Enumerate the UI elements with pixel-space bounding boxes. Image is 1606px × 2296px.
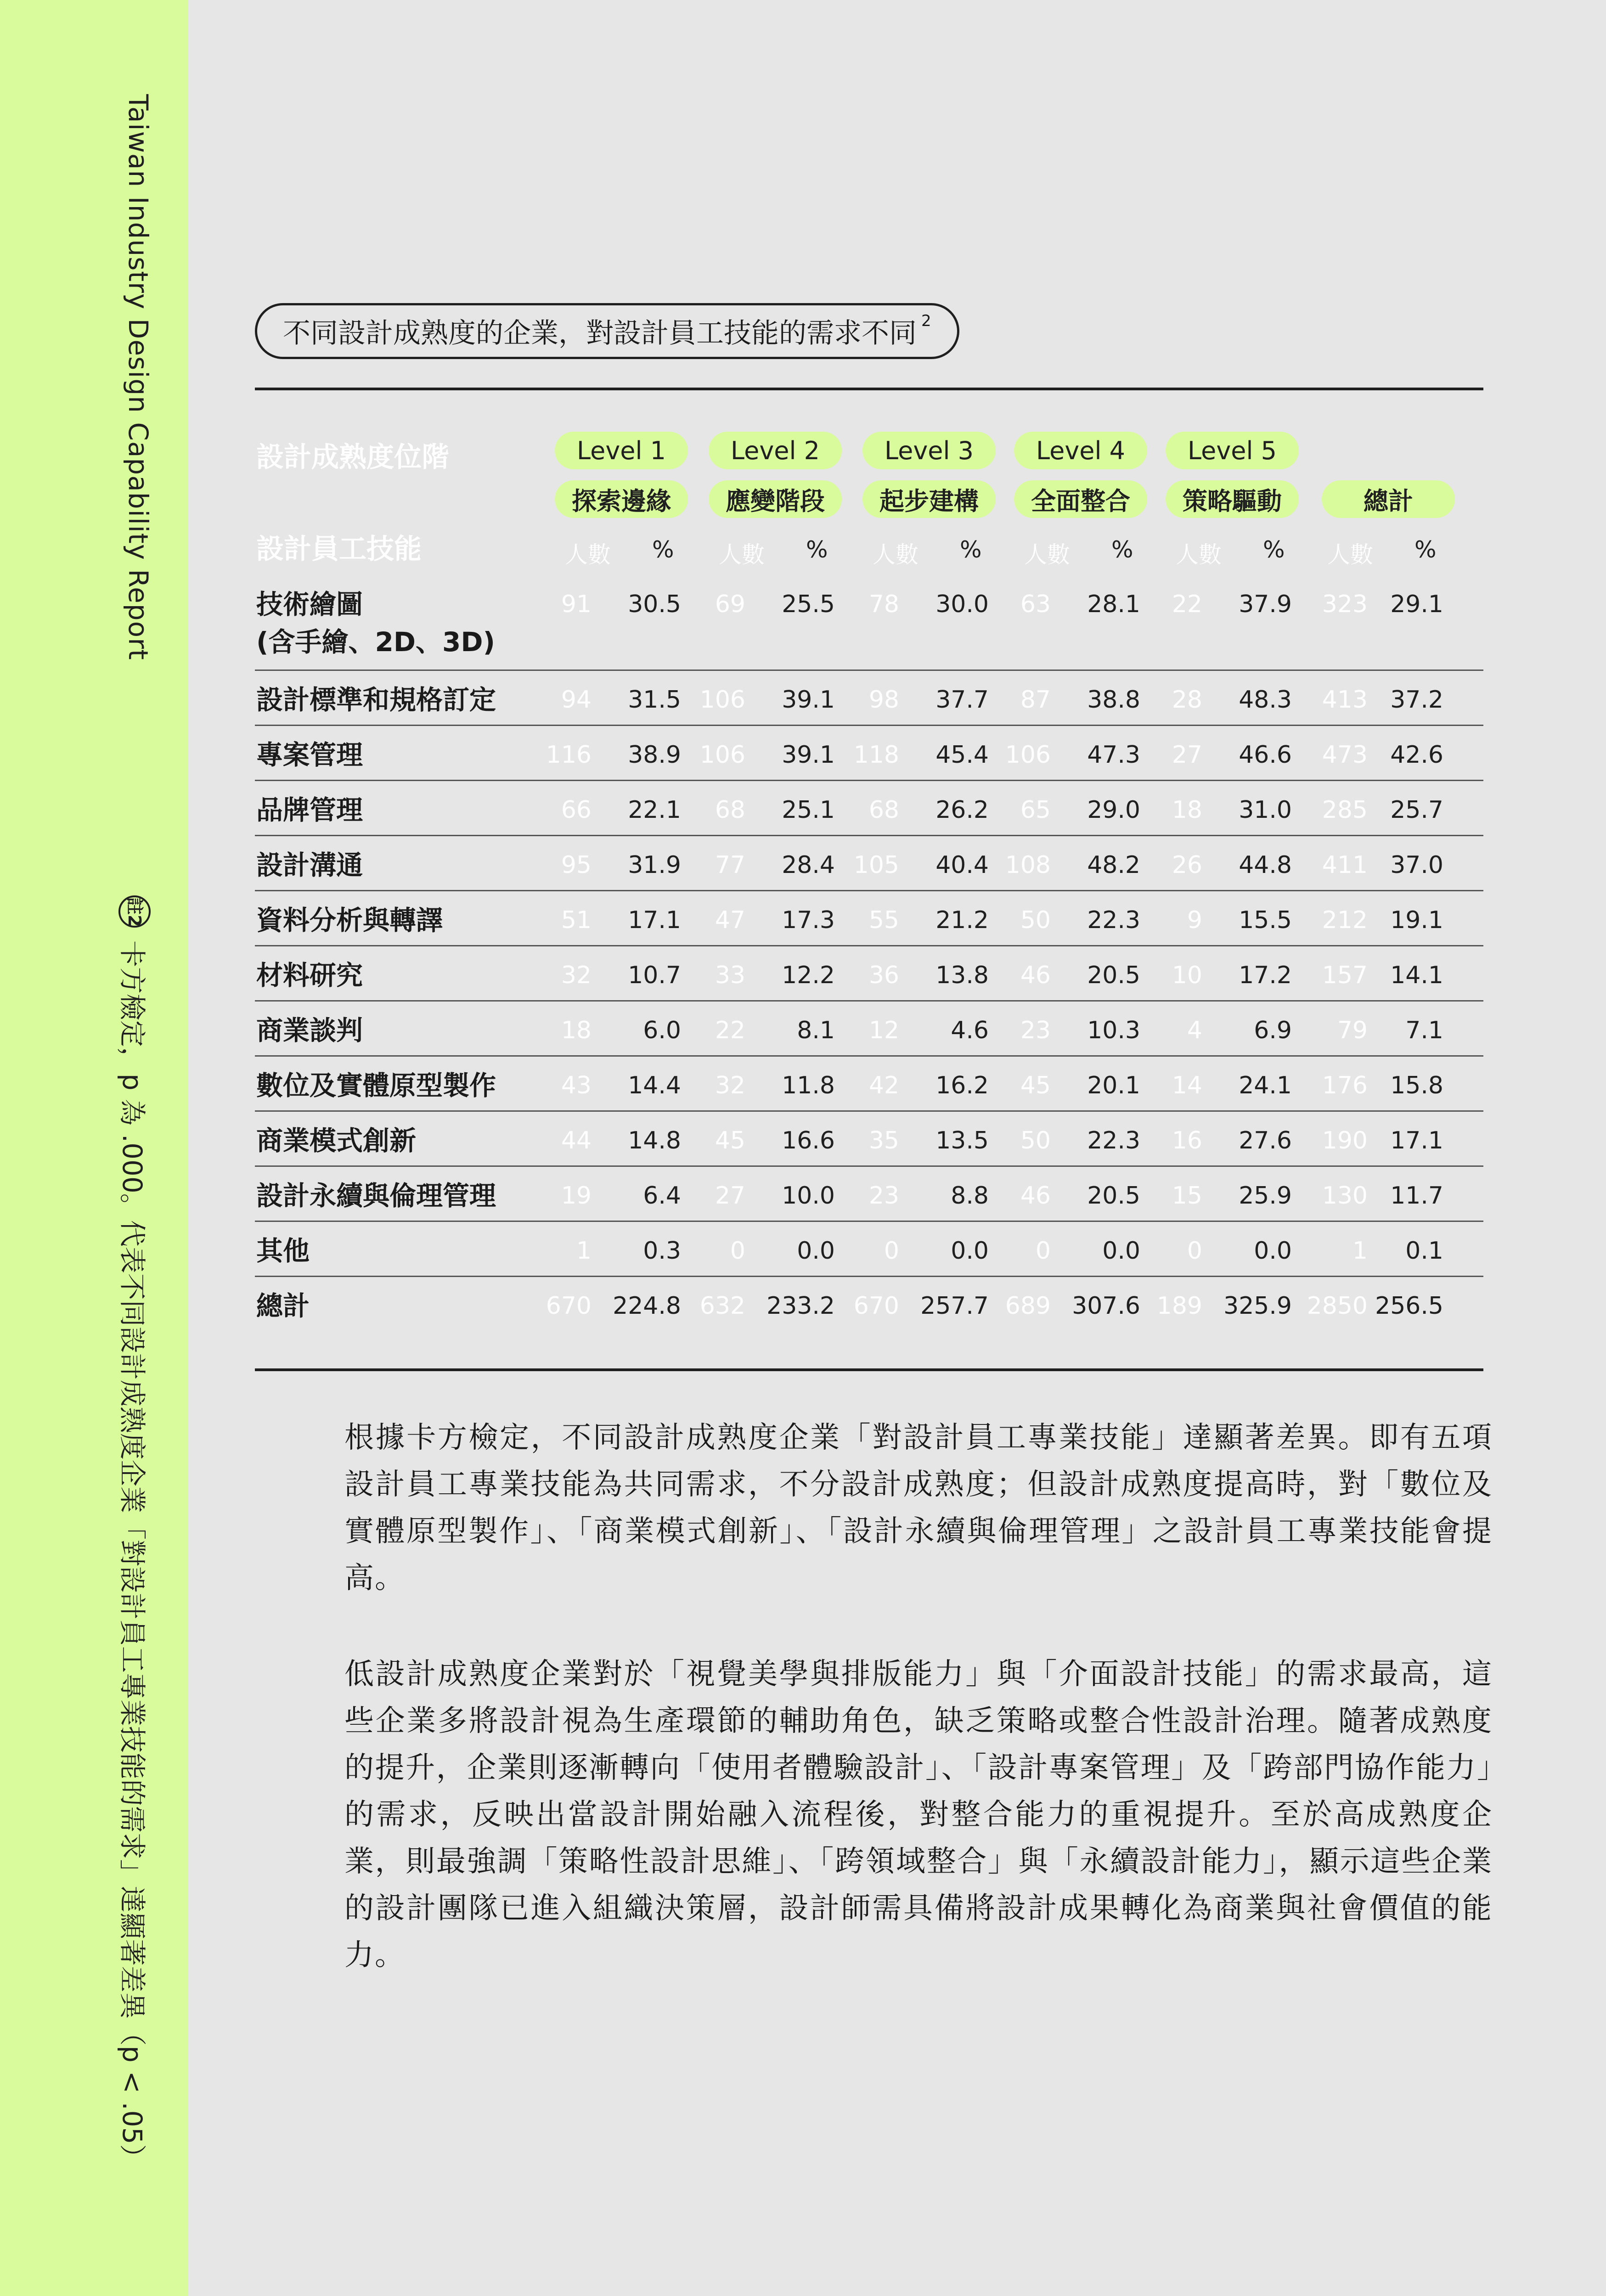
- pct-cell: 28.4: [782, 851, 835, 879]
- count-cell: 413: [1322, 686, 1368, 714]
- pct-cell: 28.1: [1087, 591, 1140, 618]
- row-divider: [255, 1110, 1483, 1112]
- row-label: [256, 1067, 496, 1104]
- count-cell: 78: [868, 591, 899, 618]
- count-col-header: 人數: [565, 541, 611, 568]
- pct-cell: 47.3: [1087, 741, 1140, 769]
- row-label: [256, 1287, 310, 1325]
- stage-pill-1: 探索邊緣: [555, 480, 688, 518]
- pct-cell: 27.6: [1239, 1127, 1292, 1154]
- stage-pill-4: 全面整合: [1014, 480, 1147, 518]
- pct-cell: 6.9: [1254, 1017, 1292, 1044]
- pct-cell: 39.1: [782, 741, 835, 769]
- count-cell: 0: [884, 1237, 899, 1265]
- count-cell: 45: [715, 1127, 745, 1154]
- pct-cell: 0.0: [1254, 1237, 1292, 1265]
- count-col-header: 人數: [1327, 541, 1373, 568]
- pct-cell: 6.0: [643, 1017, 681, 1044]
- pct-cell: 14.4: [628, 1072, 681, 1099]
- row-divider: [255, 780, 1483, 781]
- pct-cell: 17.1: [628, 906, 681, 934]
- pct-cell: 26.2: [935, 796, 989, 824]
- stage-pill-2: 應變階段: [709, 480, 842, 518]
- pct-col-header: %: [806, 536, 828, 563]
- pct-cell: 11.8: [782, 1072, 835, 1099]
- pct-cell: 48.2: [1087, 851, 1140, 879]
- pct-col-header: %: [1263, 536, 1285, 563]
- count-cell: 87: [1020, 686, 1051, 714]
- pct-cell: 257.7: [920, 1292, 989, 1320]
- pct-cell: 44.8: [1239, 851, 1292, 879]
- count-cell: 0: [730, 1237, 745, 1265]
- row-label-text: 技術繪圖: [256, 589, 363, 620]
- count-cell: 157: [1322, 962, 1368, 989]
- row-label: [256, 791, 363, 829]
- count-cell: 105: [853, 851, 899, 879]
- stage-pill-5: 策略驅動: [1166, 480, 1299, 518]
- pct-cell: 7.1: [1405, 1017, 1443, 1044]
- count-cell: 79: [1337, 1017, 1368, 1044]
- count-cell: 98: [868, 686, 899, 714]
- pct-cell: 30.5: [628, 591, 681, 618]
- count-cell: 27: [715, 1182, 745, 1210]
- count-cell: 106: [1005, 741, 1051, 769]
- pct-cell: 22.3: [1087, 906, 1140, 934]
- count-cell: 670: [546, 1292, 592, 1320]
- pct-cell: 13.5: [935, 1127, 989, 1154]
- table-title-footnote-ref: 2: [921, 312, 931, 330]
- count-cell: 14: [1172, 1072, 1202, 1099]
- row-label-text: 商業模式創新: [256, 1125, 417, 1156]
- count-cell: 95: [561, 851, 592, 879]
- row-divider: [255, 890, 1483, 891]
- pct-cell: 29.0: [1087, 796, 1140, 824]
- count-cell: 190: [1322, 1127, 1368, 1154]
- count-cell: 19: [561, 1182, 592, 1210]
- row-label: [256, 1012, 363, 1049]
- pct-cell: 19.1: [1390, 906, 1443, 934]
- count-col-header: 人數: [719, 541, 765, 568]
- row-label-text: 商業談判: [256, 1015, 363, 1046]
- pct-cell: 8.8: [951, 1182, 989, 1210]
- row-label-text: 設計永續與倫理管理: [256, 1180, 496, 1211]
- pct-col-header: %: [1111, 536, 1133, 563]
- pct-cell: 25.7: [1390, 796, 1443, 824]
- count-cell: 77: [715, 851, 745, 879]
- count-cell: 32: [715, 1072, 745, 1099]
- row-label: [256, 585, 495, 661]
- row-label: [256, 736, 363, 774]
- level-pill-2: Level 2: [709, 432, 842, 469]
- count-cell: 108: [1005, 851, 1051, 879]
- count-cell: 632: [699, 1292, 745, 1320]
- count-cell: 12: [868, 1017, 899, 1044]
- count-cell: 27: [1172, 741, 1202, 769]
- row-divider: [255, 670, 1483, 671]
- pct-cell: 0.0: [797, 1237, 835, 1265]
- pct-cell: 0.3: [643, 1237, 681, 1265]
- pct-cell: 307.6: [1072, 1292, 1140, 1320]
- sidebar: [0, 0, 188, 2296]
- row-divider: [255, 1000, 1483, 1002]
- row-divider: [255, 835, 1483, 836]
- count-cell: 4: [1187, 1017, 1202, 1044]
- count-cell: 26: [1172, 851, 1202, 879]
- pct-cell: 16.6: [782, 1127, 835, 1154]
- note-badge: 註2: [118, 895, 151, 928]
- count-cell: 106: [699, 741, 745, 769]
- pct-cell: 24.1: [1239, 1072, 1292, 1099]
- pct-cell: 31.0: [1239, 796, 1292, 824]
- pct-col-header: %: [652, 536, 674, 563]
- pct-cell: 233.2: [766, 1292, 835, 1320]
- count-cell: 116: [546, 741, 592, 769]
- count-cell: 18: [561, 1017, 592, 1044]
- pct-cell: 39.1: [782, 686, 835, 714]
- count-cell: 44: [561, 1127, 592, 1154]
- pct-cell: 30.0: [935, 591, 989, 618]
- count-cell: 68: [715, 796, 745, 824]
- pct-cell: 8.1: [797, 1017, 835, 1044]
- pct-cell: 13.8: [935, 962, 989, 989]
- footnote: [115, 895, 154, 2171]
- table-top-rule: [255, 388, 1483, 390]
- count-cell: 1: [1352, 1237, 1368, 1265]
- pct-cell: 15.5: [1239, 906, 1292, 934]
- row-divider: [255, 945, 1483, 946]
- pct-cell: 22.1: [628, 796, 681, 824]
- count-cell: 689: [1005, 1292, 1051, 1320]
- count-cell: 16: [1172, 1127, 1202, 1154]
- pct-cell: 20.5: [1087, 962, 1140, 989]
- pct-cell: 17.2: [1239, 962, 1292, 989]
- pct-cell: 4.6: [951, 1017, 989, 1044]
- pct-cell: 11.7: [1390, 1182, 1443, 1210]
- count-cell: 106: [699, 686, 745, 714]
- count-cell: 15: [1172, 1182, 1202, 1210]
- row-label-text: 總計: [256, 1290, 310, 1322]
- pct-cell: 14.1: [1390, 962, 1443, 989]
- row-label-text: 設計標準和規格訂定: [256, 684, 496, 715]
- count-cell: 670: [853, 1292, 899, 1320]
- pct-cell: 31.9: [628, 851, 681, 879]
- pct-cell: 22.3: [1087, 1127, 1140, 1154]
- count-cell: 36: [868, 962, 899, 989]
- count-cell: 35: [868, 1127, 899, 1154]
- pct-cell: 0.0: [1102, 1237, 1140, 1265]
- count-col-header: 人數: [1024, 541, 1070, 568]
- row-label-subtext: (含手繪、2D、3D): [256, 626, 496, 658]
- count-cell: 46: [1020, 1182, 1051, 1210]
- count-cell: 176: [1322, 1072, 1368, 1099]
- pct-cell: 12.2: [782, 962, 835, 989]
- pct-cell: 25.1: [782, 796, 835, 824]
- count-cell: 22: [715, 1017, 745, 1044]
- paragraph-1: 根據卡方檢定，不同設計成熟度企業「對設計員工專業技能」達顯著差異。即有五項設計員工專業技能為共同需求，不分設計成熟度；但設計成熟度提高時，對「數位及實體原型製作」、「商業模式創新」、「設計永續與倫理管理」之設計員工專業技能會提高。: [344, 1421, 1493, 1595]
- count-cell: 22: [1172, 591, 1202, 618]
- count-col-header: 人數: [873, 541, 919, 568]
- total-pill: 總計: [1322, 480, 1455, 518]
- row-label: [256, 1232, 310, 1270]
- row-divider: [255, 1221, 1483, 1222]
- pct-cell: 10.0: [782, 1182, 835, 1210]
- pct-cell: 325.9: [1223, 1292, 1292, 1320]
- level-pill-3: Level 3: [862, 432, 996, 469]
- skill-label: 設計員工技能: [256, 533, 422, 565]
- row-label: [256, 901, 443, 939]
- row-label: [256, 846, 363, 884]
- table-title-text: 不同設計成熟度的企業，對設計員工技能的需求不同: [283, 317, 917, 349]
- count-cell: 91: [561, 591, 592, 618]
- row-label-text: 品牌管理: [256, 794, 363, 826]
- row-label-text: 資料分析與轉譯: [256, 905, 443, 936]
- count-cell: 55: [868, 906, 899, 934]
- count-cell: 0: [1187, 1237, 1202, 1265]
- maturity-level-label: 設計成熟度位階: [256, 441, 449, 473]
- count-cell: 118: [853, 741, 899, 769]
- stage-pill-3: 起步建構: [862, 480, 996, 518]
- pct-cell: 17.1: [1390, 1127, 1443, 1154]
- count-cell: 51: [561, 906, 592, 934]
- count-cell: 2850: [1307, 1292, 1368, 1320]
- count-cell: 411: [1322, 851, 1368, 879]
- row-label: [256, 681, 496, 719]
- row-label: [256, 957, 363, 994]
- pct-cell: 40.4: [935, 851, 989, 879]
- count-cell: 45: [1020, 1072, 1051, 1099]
- count-cell: 46: [1020, 962, 1051, 989]
- count-cell: 68: [868, 796, 899, 824]
- row-label-text: 數位及實體原型製作: [256, 1070, 496, 1101]
- count-col-header: 人數: [1176, 541, 1222, 568]
- count-cell: 130: [1322, 1182, 1368, 1210]
- row-label-text: 其他: [256, 1235, 310, 1266]
- count-cell: 9: [1187, 906, 1202, 934]
- count-cell: 212: [1322, 906, 1368, 934]
- row-divider: [255, 1276, 1483, 1277]
- pct-cell: 37.0: [1390, 851, 1443, 879]
- row-label-text: 專案管理: [256, 739, 363, 771]
- pct-cell: 37.9: [1239, 591, 1292, 618]
- level-pill-1: Level 1: [555, 432, 688, 469]
- pct-cell: 0.0: [951, 1237, 989, 1265]
- count-cell: 65: [1020, 796, 1051, 824]
- row-divider: [255, 1055, 1483, 1057]
- pct-cell: 10.7: [628, 962, 681, 989]
- count-cell: 323: [1322, 591, 1368, 618]
- report-title: Taiwan Industry Design Capability Report: [123, 94, 154, 660]
- count-cell: 1: [576, 1237, 592, 1265]
- count-cell: 28: [1172, 686, 1202, 714]
- pct-cell: 45.4: [935, 741, 989, 769]
- count-cell: 285: [1322, 796, 1368, 824]
- pct-cell: 20.5: [1087, 1182, 1140, 1210]
- count-cell: 33: [715, 962, 745, 989]
- row-label-text: 設計溝通: [256, 850, 363, 881]
- pct-cell: 25.5: [782, 591, 835, 618]
- count-cell: 0: [1035, 1237, 1051, 1265]
- count-cell: 32: [561, 962, 592, 989]
- pct-cell: 10.3: [1087, 1017, 1140, 1044]
- count-cell: 69: [715, 591, 745, 618]
- count-cell: 18: [1172, 796, 1202, 824]
- pct-cell: 0.1: [1405, 1237, 1443, 1265]
- row-label: [256, 1122, 416, 1159]
- count-cell: 23: [1020, 1017, 1051, 1044]
- pct-cell: 25.9: [1239, 1182, 1292, 1210]
- level-pill-5: Level 5: [1166, 432, 1299, 469]
- count-cell: 42: [868, 1072, 899, 1099]
- count-cell: 63: [1020, 591, 1051, 618]
- footnote-text: 卡方檢定，p 為 .000。代表不同設計成熟度企業「對設計員工專業技能的需求」達顯著差異（p < .05）: [117, 940, 148, 2171]
- pct-cell: 37.2: [1390, 686, 1443, 714]
- pct-cell: 224.8: [613, 1292, 681, 1320]
- pct-cell: 16.2: [935, 1072, 989, 1099]
- pct-cell: 31.5: [628, 686, 681, 714]
- row-label-text: 材料研究: [256, 960, 363, 991]
- pct-cell: 14.8: [628, 1127, 681, 1154]
- paragraph-2: 低設計成熟度企業對於「視覺美學與排版能力」與「介面設計技能」的需求最高，這些企業多將設計視為生產環節的輔助角色，缺乏策略或整合性設計治理。隨著成熟度的提升，企業則逐漸轉向「使用者體驗設計」、「設計專案管理」及「跨部門協作能力」的需求，反映出當設計開始融入流程後，對整合能力的重視提升。至於高成熟度企業，則最強調「策略性設計思維」、「跨領域整合」與「永續設計能力」，顯示這些企業的設計團隊已進入組織決策層，設計師需具備將設計成果轉化為商業與社會價值的能力。: [344, 1657, 1493, 1972]
- count-cell: 50: [1020, 1127, 1051, 1154]
- pct-cell: 21.2: [935, 906, 989, 934]
- count-cell: 47: [715, 906, 745, 934]
- row-divider: [255, 725, 1483, 726]
- pct-cell: 15.8: [1390, 1072, 1443, 1099]
- row-label: [256, 1177, 496, 1215]
- pct-cell: 37.7: [935, 686, 989, 714]
- count-cell: 473: [1322, 741, 1368, 769]
- pct-cell: 29.1: [1390, 591, 1443, 618]
- count-cell: 43: [561, 1072, 592, 1099]
- pct-cell: 42.6: [1390, 741, 1443, 769]
- pct-col-header: %: [960, 536, 982, 563]
- row-divider: [255, 1165, 1483, 1167]
- pct-cell: 46.6: [1239, 741, 1292, 769]
- pct-cell: 20.1: [1087, 1072, 1140, 1099]
- table-title: [255, 303, 959, 359]
- count-cell: 50: [1020, 906, 1051, 934]
- count-cell: 189: [1156, 1292, 1202, 1320]
- level-pill-4: Level 4: [1014, 432, 1147, 469]
- pct-cell: 48.3: [1239, 686, 1292, 714]
- count-cell: 94: [561, 686, 592, 714]
- pct-col-header: %: [1414, 536, 1437, 563]
- pct-cell: 256.5: [1375, 1292, 1443, 1320]
- pct-cell: 38.8: [1087, 686, 1140, 714]
- pct-cell: 38.9: [628, 741, 681, 769]
- count-cell: 23: [868, 1182, 899, 1210]
- table-bottom-rule: [255, 1368, 1483, 1371]
- count-cell: 10: [1172, 962, 1202, 989]
- pct-cell: 6.4: [643, 1182, 681, 1210]
- pct-cell: 17.3: [782, 906, 835, 934]
- count-cell: 66: [561, 796, 592, 824]
